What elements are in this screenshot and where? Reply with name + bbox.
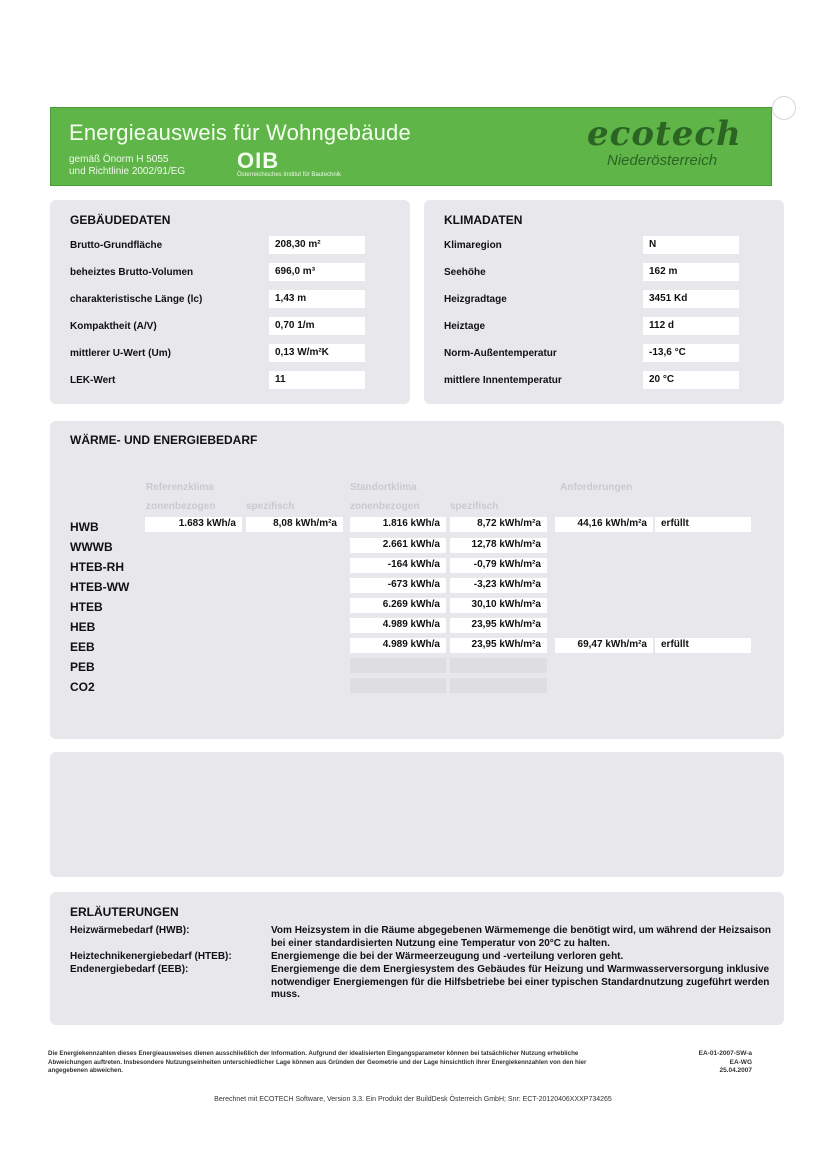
geb-label-char-laenge: charakteristische Länge (lc) (70, 294, 203, 305)
hteb-ww-std-spezifisch: -3,23 kWh/m²a (450, 578, 547, 593)
row-label-peb: PEB (70, 660, 95, 674)
row-label-eeb: EEB (70, 640, 95, 654)
oib-logo-text: Österreichisches Institut für Bautechnik (237, 172, 342, 178)
klima-value-heiztage: 112 d (643, 317, 739, 335)
header-ref-zonenbezogen: zonenbezogen (146, 501, 216, 512)
klima-value-heizgradtage: 3451 Kd (643, 290, 739, 308)
hteb-ww-std-zonenbezogen: -673 kWh/a (350, 578, 446, 593)
document-title: Energieausweis für Wohngebäude (69, 120, 411, 145)
geb-label-kompaktheit: Kompaktheit (A/V) (70, 321, 157, 332)
klima-label-heizgradtage: Heizgradtage (444, 294, 507, 305)
header-ref-spezifisch: spezifisch (246, 501, 295, 512)
hteb-rh-std-spezifisch: -0,79 kWh/m²a (450, 558, 547, 573)
hwb-ref-zonenbezogen: 1.683 kWh/a (145, 517, 242, 532)
oib-logo: OIB (237, 148, 280, 173)
hwb-status: erfüllt (655, 517, 751, 532)
eeb-std-zonenbezogen: 4.989 kWh/a (350, 638, 446, 653)
hwb-ref-spezifisch: 8,08 kWh/m²a (246, 517, 343, 532)
header-banner (50, 107, 772, 186)
heb-std-zonenbezogen: 4.989 kWh/a (350, 618, 446, 633)
header-std-zonenbezogen: zonenbezogen (350, 501, 420, 512)
ecotech-logo-subtitle: Niederösterreich (607, 152, 718, 169)
co2-std-spezifisch (450, 678, 547, 693)
hteb-explanation-label: Heiztechnikenergiebedarf (HTEB): (70, 951, 232, 962)
footer-code-2: EA-WG (729, 1058, 752, 1066)
geb-value-volumen: 696,0 m³ (269, 263, 365, 281)
klima-value-innentemp: 20 °C (643, 371, 739, 389)
klima-label-innentemp: mittlere Innentemperatur (444, 375, 562, 386)
wwwb-std-spezifisch: 12,78 kWh/m²a (450, 538, 547, 553)
hwb-std-zonenbezogen: 1.816 kWh/a (350, 517, 446, 532)
wwwb-std-zonenbezogen: 2.661 kWh/a (350, 538, 446, 553)
header-referenzklima: Referenzklima (146, 482, 214, 493)
hteb-std-spezifisch: 30,10 kWh/m²a (450, 598, 547, 613)
klima-label-norm-aussentemp: Norm-Außentemperatur (444, 348, 557, 359)
footer-disclaimer: Die Energiekennzahlen dieses Energieausweises dienen ausschließlich der Information. Aufgrund der idealisierten Eingangsparameter können bei tatsächlicher Nutzung erhebliche Abweichungen auftreten. Insbesondere Nutzungseinheiten unterschiedlicher Lage können aus Gründen der Geometrie und der Lage hinsichtlich ihrer Energiekennzahlen von den hier angegebenen abweichen. (48, 1050, 587, 1074)
punch-hole (772, 96, 796, 120)
header-std-spezifisch: spezifisch (450, 501, 499, 512)
gebaeudedaten-panel (50, 200, 410, 404)
hteb-rh-std-zonenbezogen: -164 kWh/a (350, 558, 446, 573)
geb-value-kompaktheit: 0,70 1/m (269, 317, 365, 335)
footer-codes (640, 1050, 752, 1076)
row-label-wwwb: WWWB (70, 540, 113, 554)
klima-label-seehoehe: Seehöhe (444, 267, 486, 278)
footer-date: 25.04.2007 (719, 1067, 752, 1074)
energiebedarf-title: WÄRME- UND ENERGIEBEDARF (70, 433, 258, 447)
hwb-explanation-label: Heizwärmebedarf (HWB): (70, 925, 190, 936)
geb-label-volumen: beheiztes Brutto-Volumen (70, 267, 194, 278)
hwb-std-spezifisch: 8,72 kWh/m²a (450, 517, 547, 532)
hteb-std-zonenbezogen: 6.269 kWh/a (350, 598, 446, 613)
hteb-explanation-text: Energiemenge die bei der Wärmeerzeugung und -verteilung verloren geht. (271, 951, 624, 962)
eeb-status: erfüllt (655, 638, 751, 653)
geb-value-char-laenge: 1,43 m (269, 290, 365, 308)
empty-panel (50, 752, 784, 877)
klima-value-seehoehe: 162 m (643, 263, 739, 281)
row-label-hteb-ww: HTEB-WW (70, 580, 130, 594)
row-label-hwb: HWB (70, 520, 99, 534)
hwb-explanation-text: Vom Heizsystem in die Räume abgegebenen Wärmemenge die benötigt wird, um während der Heizsaison bei einer standardisierten Nutzung eine Temperatur von 20°C zu halten. (271, 925, 771, 949)
header-standortklima: Standortklima (350, 482, 417, 493)
klimadaten-panel (424, 200, 784, 404)
klima-value-norm-aussentemp: -13,6 °C (643, 344, 739, 362)
eeb-explanation-text: Energiemenge die dem Energiesystem des Gebäudes für Heizung und Warmwasserversorgung inklusive notwendiger Energiemengen für die Hilfsbetriebe bei einer typischen Standardnutzung zugeführt werden muss. (271, 964, 770, 1000)
row-label-hteb-rh: HTEB-RH (70, 560, 124, 574)
geb-value-u-wert: 0,13 W/m²K (269, 344, 365, 362)
row-label-co2: CO2 (70, 680, 95, 694)
heb-std-spezifisch: 23,95 kWh/m²a (450, 618, 547, 633)
klima-value-region: N (643, 236, 739, 254)
co2-std-zonenbezogen (350, 678, 446, 693)
gebaeudedaten-title: GEBÄUDEDATEN (70, 213, 171, 227)
header-anforderungen: Anforderungen (560, 482, 633, 493)
eeb-std-spezifisch: 23,95 kWh/m²a (450, 638, 547, 653)
geb-value-lek: 11 (269, 371, 365, 389)
row-label-hteb: HTEB (70, 600, 103, 614)
peb-std-zonenbezogen (350, 658, 446, 673)
header-subtitle-norm: gemäß Önorm H 5055 (69, 154, 169, 165)
geb-label-lek: LEK-Wert (70, 375, 116, 386)
eeb-explanation-label: Endenergiebedarf (EEB): (70, 964, 189, 975)
hwb-anforderung: 44,16 kWh/m²a (555, 517, 653, 532)
peb-std-spezifisch (450, 658, 547, 673)
header-subtitle-directive: und Richtlinie 2002/91/EG (69, 166, 186, 177)
erlaeuterungen-panel (50, 892, 784, 1025)
row-label-heb: HEB (70, 620, 96, 634)
energiebedarf-panel (50, 421, 784, 739)
eeb-anforderung: 69,47 kWh/m²a (555, 638, 653, 653)
klima-label-region: Klimaregion (444, 240, 502, 251)
erlaeuterungen-title: ERLÄUTERUNGEN (70, 905, 179, 919)
klimadaten-title: KLIMADATEN (444, 213, 523, 227)
ecotech-logo: ecotech (587, 114, 742, 154)
footer-software-note: Berechnet mit ECOTECH Software, Version 3.3. Ein Produkt der BuildDesk Österreich GmbH; Snr: ECT-20120406XXXP734265 (214, 1096, 612, 1103)
klima-label-heiztage: Heiztage (444, 321, 486, 332)
geb-label-brutto-grundflaeche: Brutto-Grundfläche (70, 240, 163, 251)
geb-value-brutto-grundflaeche: 208,30 m² (269, 236, 365, 254)
footer-code-1: EA-01-2007-SW-a (698, 1050, 752, 1057)
geb-label-u-wert: mittlerer U-Wert (Um) (70, 348, 171, 359)
